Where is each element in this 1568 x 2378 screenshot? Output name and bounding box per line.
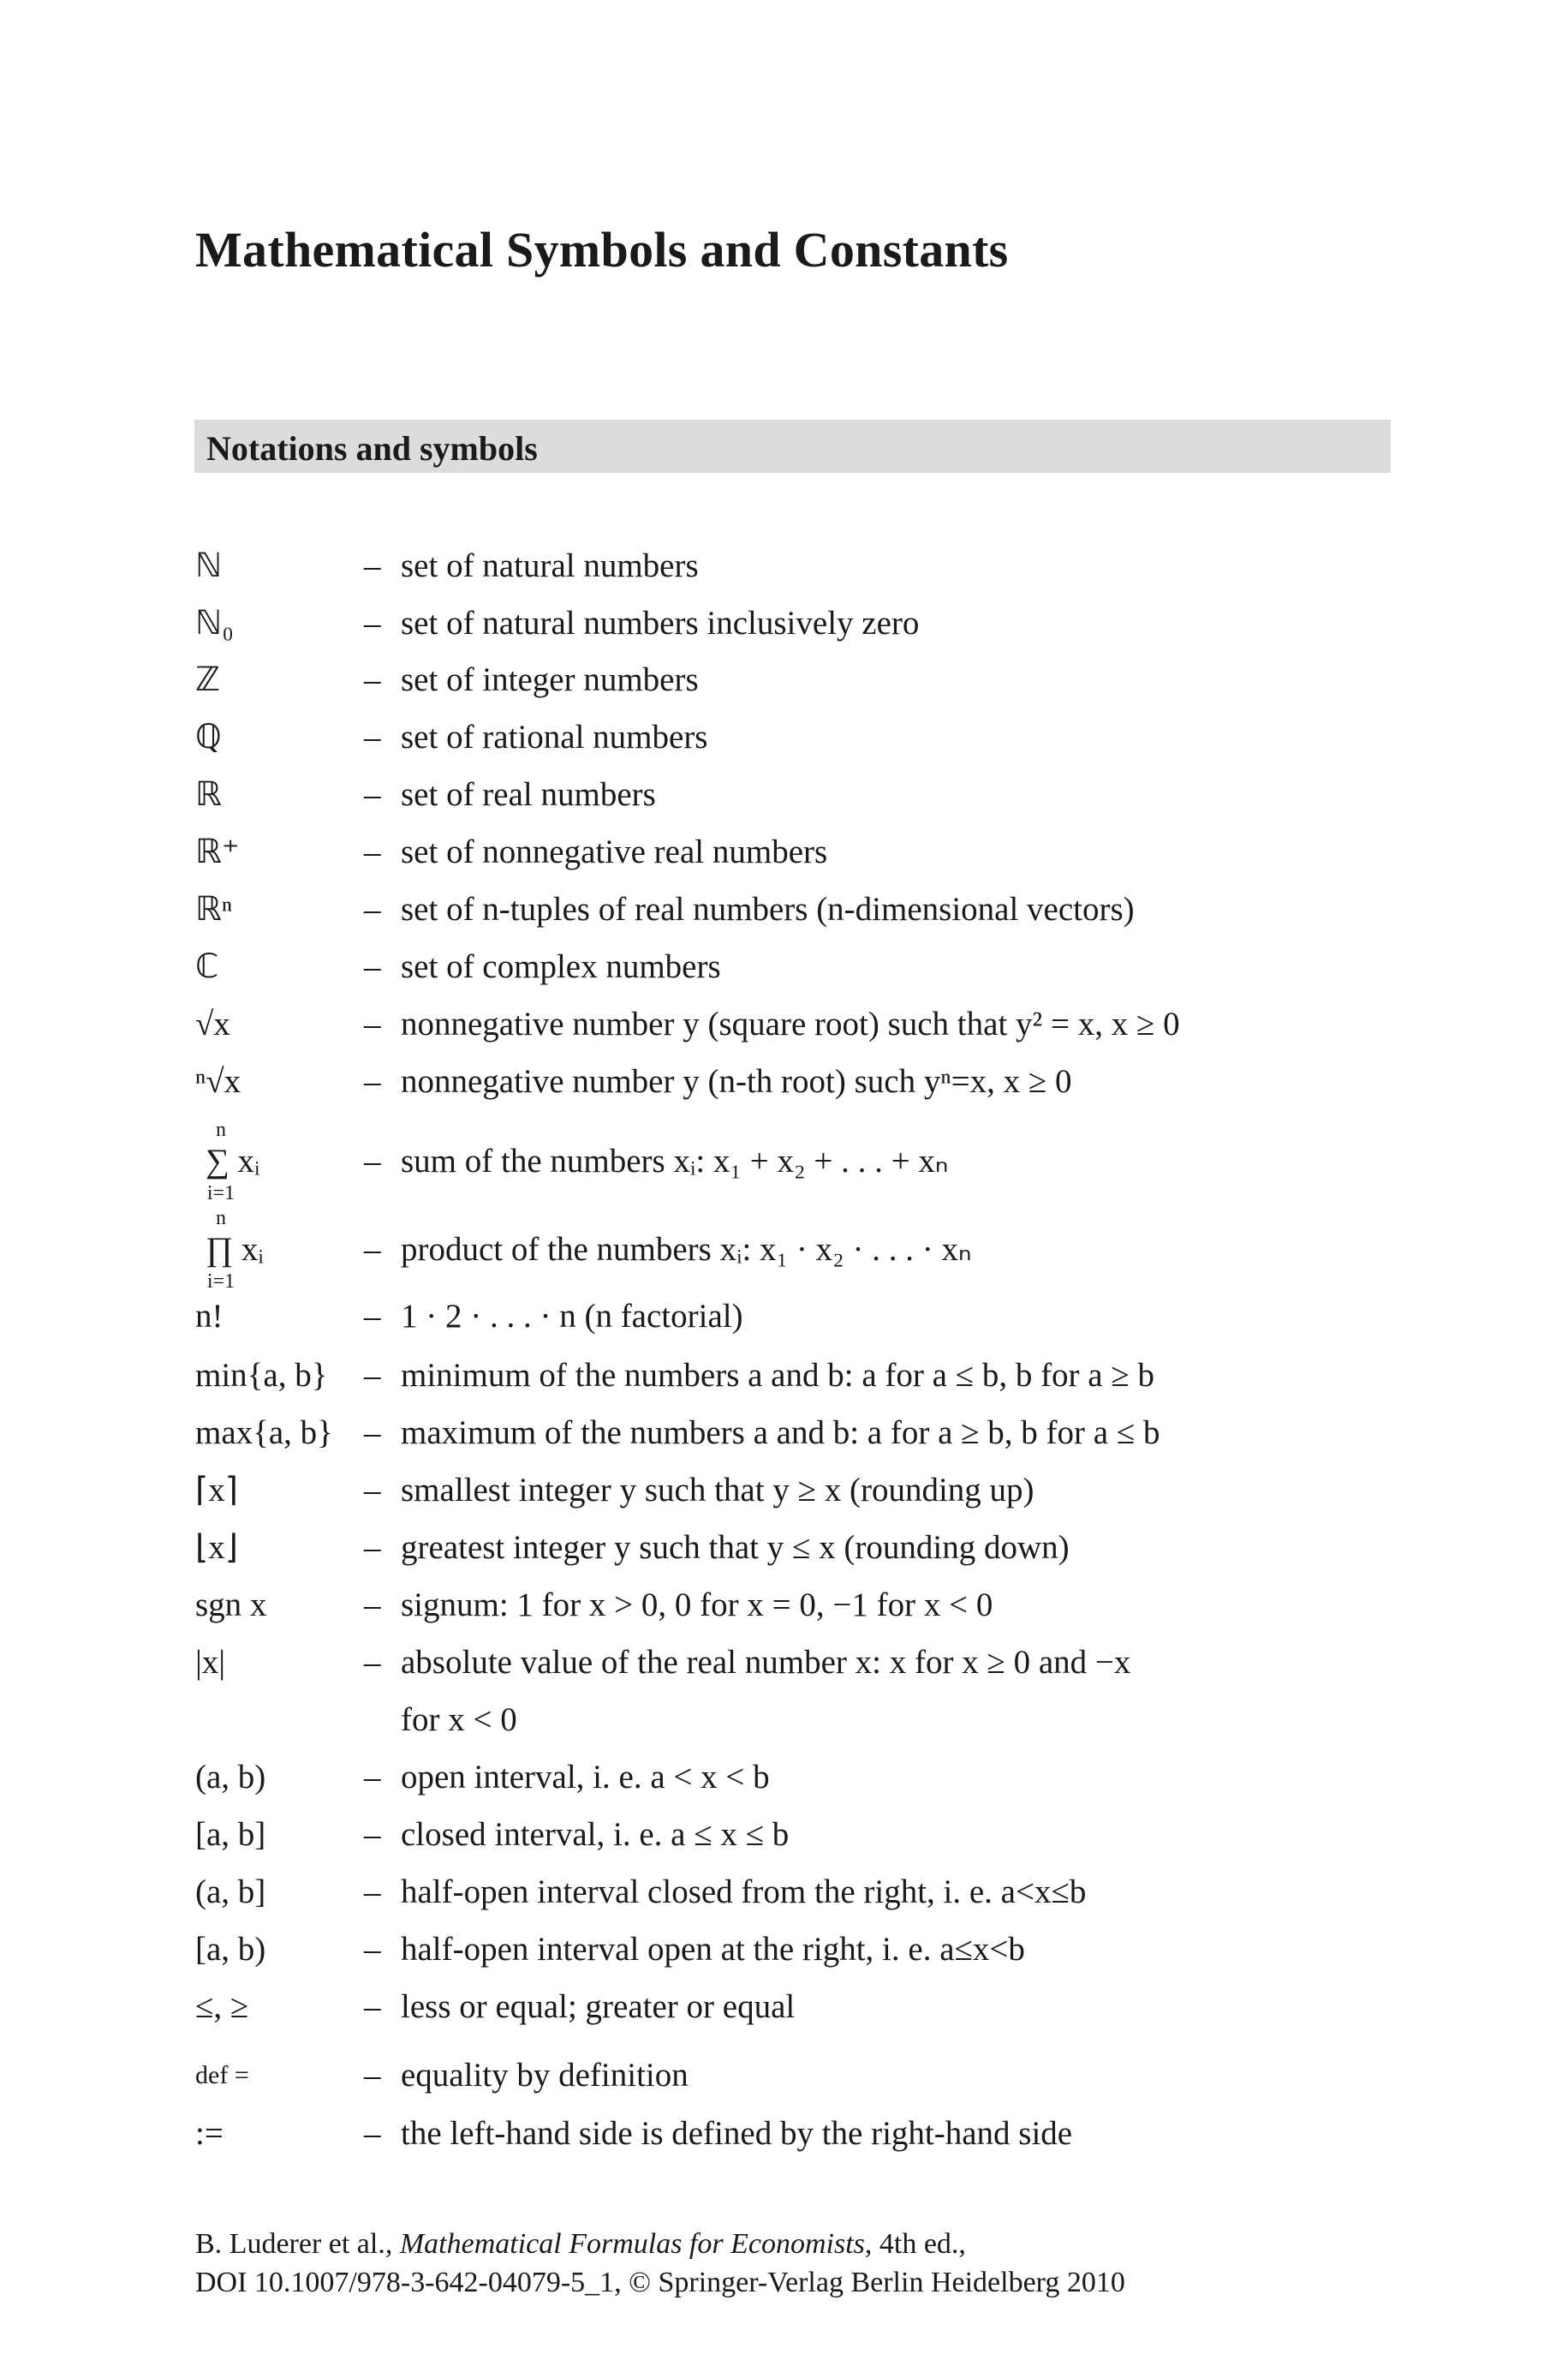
symbol: ⁿ√x [195, 1063, 241, 1100]
section-title: Notations and symbols [206, 429, 538, 468]
symbol: sgn x [195, 1586, 267, 1623]
description: set of rational numbers [401, 719, 708, 756]
description: open interval, i. e. a < x < b [401, 1759, 770, 1795]
footer-edition: , 4th ed., [864, 2228, 966, 2260]
description: nonnegative number y (n-th root) such yⁿ=x, x ≥ 0 [401, 1063, 1072, 1100]
description: set of nonnegative real numbers [401, 833, 828, 870]
symbol: ℚ [195, 719, 222, 756]
description: smallest integer y such that y ≥ x (rounding up) [401, 1472, 1034, 1509]
symbol: (a, b) [195, 1759, 266, 1795]
symbol: min{a, b} [195, 1357, 328, 1394]
footer-doi: DOI 10.1007/978-3-642-04079-5_1, © Springer-Verlag Berlin Heidelberg 2010 [195, 2267, 1125, 2298]
description: closed interval, i. e. a ≤ x ≤ b [401, 1816, 790, 1853]
symbol: |x| [195, 1644, 226, 1681]
sum-upper-limit: n [216, 1119, 226, 1141]
description: absolute value of the real number x: x for x ≥ 0 and −x [401, 1644, 1131, 1681]
symbol: ∑ xᵢ [206, 1143, 260, 1180]
symbol: ⌈x⌉ [195, 1472, 238, 1509]
description: for x < 0 [401, 1701, 517, 1738]
footer-book-title: Mathematical Formulas for Economists [399, 2228, 865, 2260]
description: the left-hand side is defined by the right-hand side [401, 2115, 1073, 2152]
symbol: ℤ [195, 661, 221, 698]
symbol: n! [195, 1298, 224, 1335]
prod-upper-limit: n [216, 1207, 226, 1229]
description: set of integer numbers [401, 661, 699, 698]
description: set of real numbers [401, 776, 656, 813]
symbol: def = [195, 2061, 249, 2089]
footer-author: B. Luderer et al., [195, 2228, 400, 2260]
symbol: ℝⁿ [195, 891, 233, 928]
symbol: [a, b] [195, 1816, 266, 1853]
prod-lower-limit: i=1 [206, 1270, 235, 1293]
description: nonnegative number y (square root) such that y² = x, x ≥ 0 [401, 1006, 1180, 1043]
symbol: ∏ xᵢ [206, 1231, 264, 1268]
description: set of natural numbers inclusively zero [401, 605, 920, 642]
description: set of n-tuples of real numbers (n-dimensional vectors) [401, 891, 1135, 928]
description: set of natural numbers [401, 547, 699, 584]
symbol: ℕ₀ [195, 605, 234, 642]
symbol: [a, b) [195, 1931, 266, 1968]
section-header [194, 420, 1391, 473]
symbol: ⌊x⌋ [195, 1529, 238, 1566]
description: equality by definition [401, 2057, 689, 2094]
description: sum of the numbers xᵢ: x₁ + x₂ + . . . + xₙ [401, 1143, 949, 1180]
description: half-open interval closed from the right, i. e. a<x≤b [401, 1873, 1087, 1910]
symbol: ℂ [195, 948, 219, 985]
symbol: ≤, ≥ [195, 1988, 249, 2025]
description: minimum of the numbers a and b: a for a ≤ b, b for a ≥ b [401, 1357, 1155, 1394]
description: set of complex numbers [401, 948, 721, 985]
symbol: (a, b] [195, 1873, 266, 1910]
description: half-open interval open at the right, i. e. a≤x<b [401, 1931, 1025, 1968]
symbol: √x [195, 1006, 230, 1043]
symbol: ℝ [195, 776, 222, 813]
description: greatest integer y such that y ≤ x (rounding down) [401, 1529, 1070, 1566]
symbol: max{a, b} [195, 1414, 333, 1451]
description: maximum of the numbers a and b: a for a ≥ b, b for a ≤ b [401, 1414, 1160, 1451]
description: 1 · 2 · . . . · n (n factorial) [401, 1298, 743, 1335]
description: less or equal; greater or equal [401, 1988, 796, 2025]
page-title: Mathematical Symbols and Constants [195, 222, 1009, 278]
description: signum: 1 for x > 0, 0 for x = 0, −1 for x < 0 [401, 1586, 993, 1623]
symbol: ℝ⁺ [195, 833, 240, 870]
description: product of the numbers xᵢ: x₁ · x₂ · . . . · xₙ [401, 1231, 972, 1268]
sum-lower-limit: i=1 [206, 1182, 235, 1204]
symbol: ℕ [195, 547, 223, 584]
symbol: := [195, 2115, 224, 2152]
footer-citation [195, 2225, 1125, 2302]
